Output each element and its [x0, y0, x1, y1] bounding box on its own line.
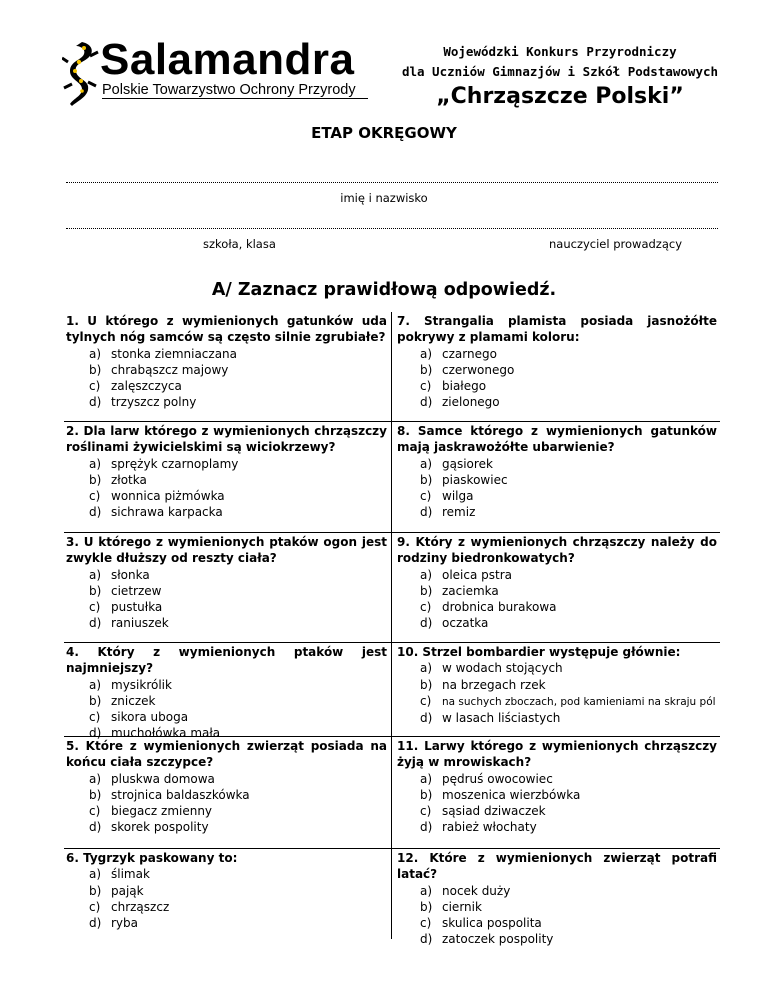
option-letter: d)	[89, 505, 102, 520]
logo-subtitle: Polskie Towarzystwo Ochrony Przyrody	[102, 82, 356, 98]
option-text: stonka ziemniaczana	[111, 346, 238, 361]
option-text: sąsiad dziwaczek	[442, 804, 546, 819]
option-text: czerwonego	[442, 362, 515, 377]
option-text: w lasach liściastych	[442, 711, 561, 726]
option-text: pluskwa domowa	[111, 771, 215, 786]
option-text: w wodach stojących	[442, 661, 563, 676]
option-letter: d)	[420, 932, 433, 947]
question-cell	[392, 849, 720, 947]
salamandra-logo	[62, 35, 372, 104]
answer-option[interactable]	[66, 866, 387, 882]
option-letter: a)	[89, 771, 102, 786]
option-text: rabież włochaty	[442, 820, 537, 835]
answer-option[interactable]	[397, 693, 717, 710]
question-row	[64, 422, 720, 533]
answer-option[interactable]	[66, 583, 387, 599]
option-letter: c)	[420, 379, 432, 394]
answer-option[interactable]	[66, 615, 387, 631]
question-text: 8. Samce którego z wymienionych gatunków mają jaskrawożółte ubarwienie?	[397, 424, 717, 455]
option-letter: d)	[420, 820, 433, 835]
section-title: A/ Zaznacz prawidłową odpowiedź.	[211, 280, 557, 300]
question-cell	[64, 422, 392, 532]
option-letter: b)	[89, 583, 102, 598]
question-text: 10. Strzel bombardier występuje głównie:	[397, 645, 681, 659]
option-text: chrabąszcz majowy	[111, 362, 229, 377]
answer-option[interactable]	[66, 472, 387, 488]
option-text: złotka	[111, 472, 147, 487]
option-letter: b)	[89, 787, 102, 802]
answer-option[interactable]	[397, 771, 717, 787]
option-letter: a)	[89, 567, 102, 582]
question-text: 5. Które z wymienionych zwierząt posiada na końcu ciała szczypce?	[66, 739, 387, 770]
name-caption: imię i nazwisko	[340, 191, 428, 205]
answer-option[interactable]	[66, 394, 387, 410]
answer-option[interactable]	[66, 599, 387, 615]
teacher-caption: nauczyciel prowadzący	[549, 237, 683, 251]
option-letter: c)	[420, 600, 432, 615]
answer-option[interactable]	[397, 710, 717, 726]
question-text: 2. Dla larw którego z wymienionych chrząszczy roślinami żywicielskimi są wiciokrzewy?	[66, 424, 387, 455]
option-text: gąsiorek	[442, 456, 493, 471]
answer-option[interactable]	[397, 488, 717, 504]
option-text: wonnica piżmówka	[111, 489, 225, 504]
logo-divider	[102, 98, 368, 99]
option-text: ryba	[111, 916, 139, 931]
question-cell	[392, 422, 720, 532]
option-letter: b)	[89, 693, 102, 708]
option-text: czarnego	[442, 346, 497, 361]
option-letter: c)	[420, 804, 432, 819]
answer-option[interactable]	[397, 931, 717, 947]
answer-option[interactable]	[66, 693, 387, 709]
option-letter: b)	[89, 883, 102, 898]
answer-option[interactable]	[397, 677, 717, 693]
question-row	[64, 737, 720, 849]
option-text: skorek pospolity	[111, 820, 209, 835]
option-text: pustułka	[111, 600, 163, 615]
option-letter: b)	[420, 583, 433, 598]
answer-option[interactable]	[66, 567, 387, 583]
option-letter: d)	[89, 726, 102, 741]
answer-option[interactable]	[66, 456, 387, 472]
question-row	[64, 533, 720, 643]
stage-title: ETAP OKRĘGOWY	[311, 124, 457, 142]
answer-option[interactable]	[397, 660, 717, 676]
answer-option[interactable]	[66, 362, 387, 378]
question-row	[64, 643, 720, 741]
option-letter: a)	[89, 867, 102, 882]
question-text: 6. Tygrzyk paskowany to:	[66, 851, 238, 865]
option-letter: a)	[89, 346, 102, 361]
option-letter: c)	[89, 899, 101, 914]
option-text: drobnica burakowa	[442, 600, 557, 615]
option-text: białego	[442, 379, 487, 394]
option-text: zaciemka	[442, 583, 499, 598]
answer-option[interactable]	[66, 709, 387, 725]
option-text: oleica pstra	[442, 567, 513, 582]
option-letter: a)	[420, 661, 433, 676]
option-letter: c)	[420, 693, 432, 708]
option-letter: c)	[89, 804, 101, 819]
answer-option[interactable]	[66, 677, 387, 693]
school-caption: szkoła, klasa	[203, 237, 276, 251]
answer-option[interactable]	[397, 803, 717, 819]
question-cell	[64, 312, 392, 421]
option-letter: c)	[420, 489, 432, 504]
answer-option[interactable]	[66, 915, 387, 931]
question-cell	[64, 737, 392, 848]
question-text: 11. Larwy którego z wymienionych chrząszczy żyją w mrowiskach?	[397, 739, 717, 770]
question-text: 9. Który z wymienionych chrząszczy należy do rodziny biedronkowatych?	[397, 535, 717, 566]
option-text: mysikrólik	[111, 677, 172, 692]
question-cell	[392, 312, 720, 421]
answer-option[interactable]	[66, 883, 387, 899]
question-row	[64, 312, 720, 422]
answer-option[interactable]	[66, 803, 387, 819]
answer-option[interactable]	[397, 583, 717, 599]
option-letter: a)	[420, 346, 433, 361]
option-text: sichrawa karpacka	[111, 505, 223, 520]
option-letter: c)	[89, 710, 101, 725]
option-text: pająk	[111, 883, 144, 898]
option-text: piaskowiec	[442, 472, 508, 487]
option-letter: b)	[420, 787, 433, 802]
answer-option[interactable]	[397, 819, 717, 835]
answer-option[interactable]	[66, 819, 387, 835]
answer-option[interactable]	[66, 504, 387, 520]
option-letter: d)	[420, 616, 433, 631]
option-text: pędruś owocowiec	[442, 771, 553, 786]
answer-option[interactable]	[66, 488, 387, 504]
answer-option[interactable]	[66, 771, 387, 787]
answer-option[interactable]	[397, 394, 717, 410]
school-field-line[interactable]	[66, 228, 718, 229]
option-text: na brzegach rzek	[442, 677, 546, 692]
option-letter: a)	[420, 771, 433, 786]
option-letter: b)	[89, 362, 102, 377]
answer-option[interactable]	[397, 456, 717, 472]
option-letter: c)	[420, 916, 432, 931]
question-cell	[392, 643, 720, 736]
answer-option[interactable]	[397, 346, 717, 362]
option-text: raniuszek	[111, 616, 169, 631]
salamander-icon	[62, 40, 102, 110]
option-text: skulica pospolita	[442, 916, 542, 931]
option-letter: b)	[420, 362, 433, 377]
answer-option[interactable]	[397, 915, 717, 931]
option-text: chrząszcz	[111, 899, 170, 914]
question-cell	[392, 533, 720, 642]
option-letter: d)	[89, 916, 102, 931]
option-text: nocek duży	[442, 883, 511, 898]
option-text: muchołówka mała	[111, 726, 221, 741]
question-cell	[64, 849, 392, 939]
option-letter: b)	[420, 899, 433, 914]
option-letter: a)	[420, 883, 433, 898]
answer-option[interactable]	[66, 787, 387, 803]
option-letter: b)	[420, 677, 433, 692]
question-cell	[392, 737, 720, 848]
questions-grid	[64, 312, 720, 947]
question-text: 3. U którego z wymienionych ptaków ogon jest zwykle dłuższy od reszty ciała?	[66, 535, 387, 566]
answer-option[interactable]	[397, 472, 717, 488]
answer-option[interactable]	[397, 899, 717, 915]
option-text: ślimak	[111, 867, 150, 882]
option-letter: b)	[420, 472, 433, 487]
contest-title: „Chrząszcze Polski”	[436, 84, 684, 109]
option-text: sikora uboga	[111, 710, 189, 725]
question-row	[64, 849, 720, 947]
answer-option[interactable]	[397, 504, 717, 520]
option-text: trzyszcz polny	[111, 395, 197, 410]
option-text: strojnica baldaszkówka	[111, 787, 250, 802]
question-cell	[64, 643, 392, 741]
option-letter: c)	[89, 379, 101, 394]
question-text: 12. Które z wymienionych zwierząt potrafi latać?	[397, 851, 717, 882]
answer-option[interactable]	[397, 567, 717, 583]
contest-name: Wojewódzki Konkurs Przyrodniczy	[443, 44, 677, 59]
option-text: moszenica wierzbówka	[442, 787, 581, 802]
question-cell	[64, 533, 392, 642]
option-text: na suchych zboczach, pod kamieniami na skraju pól	[442, 695, 716, 708]
answer-option[interactable]	[397, 787, 717, 803]
question-text: 1. U którego z wymienionych gatunków uda tylnych nóg samców są często silnie zgrubiałe?	[66, 314, 387, 345]
option-letter: a)	[420, 456, 433, 471]
option-text: sprężyk czarnoplamy	[111, 456, 239, 471]
option-text: zniczek	[111, 693, 156, 708]
option-letter: c)	[89, 600, 101, 615]
option-text: zatoczek pospolity	[442, 932, 554, 947]
option-text: zielonego	[442, 395, 500, 410]
option-letter: c)	[89, 489, 101, 504]
contest-audience: dla Uczniów Gimnazjów i Szkół Podstawowych	[401, 64, 719, 79]
option-text: oczatka	[442, 616, 489, 631]
option-letter: b)	[89, 472, 102, 487]
option-text: zalęszczyca	[111, 379, 182, 394]
answer-option[interactable]	[66, 899, 387, 915]
question-text: 7. Strangalia plamista posiada jasnożółte pokrywy z plamami koloru:	[397, 314, 717, 345]
option-letter: a)	[89, 456, 102, 471]
option-letter: a)	[89, 677, 102, 692]
logo-name: Salamandra	[100, 35, 355, 84]
option-letter: d)	[420, 505, 433, 520]
option-letter: d)	[89, 395, 102, 410]
answer-option[interactable]	[397, 615, 717, 631]
question-text: 4. Który z wymienionych ptaków jest najmniejszy?	[66, 645, 387, 676]
option-letter: d)	[89, 820, 102, 835]
option-text: ciernik	[442, 899, 482, 914]
answer-option[interactable]	[397, 883, 717, 899]
answer-option[interactable]	[397, 378, 717, 394]
option-letter: d)	[420, 395, 433, 410]
answer-option[interactable]	[66, 346, 387, 362]
name-field-line[interactable]	[66, 182, 718, 183]
option-text: cietrzew	[111, 583, 162, 598]
option-text: biegacz zmienny	[111, 804, 213, 819]
option-text: remiz	[442, 505, 476, 520]
answer-option[interactable]	[397, 362, 717, 378]
answer-option[interactable]	[397, 599, 717, 615]
option-letter: d)	[420, 711, 433, 726]
option-letter: d)	[89, 616, 102, 631]
option-letter: a)	[420, 567, 433, 582]
option-text: słonka	[111, 567, 150, 582]
option-text: wilga	[442, 489, 474, 504]
answer-option[interactable]	[66, 378, 387, 394]
